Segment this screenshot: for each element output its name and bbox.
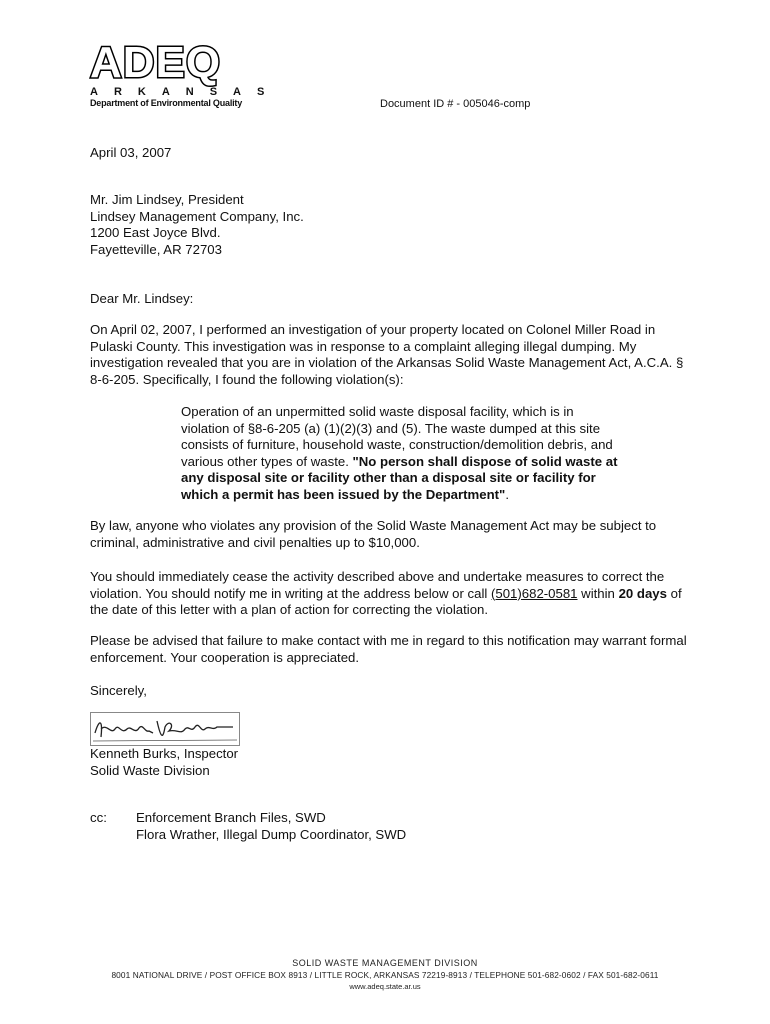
signature	[90, 712, 240, 746]
violation-end: .	[505, 486, 509, 502]
letter-date: April 03, 2007	[90, 145, 172, 160]
logo-department: Department of Environmental Quality	[90, 98, 243, 108]
signer-block	[90, 746, 238, 779]
cc-label: cc:	[90, 810, 107, 825]
recipient-line: Fayetteville, AR 72703	[90, 241, 222, 257]
adeq-logo	[90, 38, 281, 109]
enforcement-paragraph: Please be advised that failure to make contact with me in regard to this notification may warrant formal enforcement. Your cooperation is appreciated.	[90, 633, 687, 665]
penalty-paragraph: By law, anyone who violates any provision of the Solid Waste Management Act may be subject to criminal, administrative and civil penalties up to $10,000.	[90, 518, 657, 550]
footer-division: SOLID WASTE MANAGEMENT DIVISION	[292, 958, 478, 968]
footer-address: 8001 NATIONAL DRIVE / POST OFFICE BOX 8913 / LITTLE ROCK, ARKANSAS 72219-8913 / TELEPHONE 501-682-0602 / FAX 501-682-0611	[111, 970, 659, 980]
cc-list	[136, 810, 406, 843]
action-text-middle: within	[577, 585, 619, 601]
action-text: You should immediately cease the activity described above and undertake measures to correct the violation. You should notify me in writing at the address below or call	[90, 569, 665, 601]
cc-item: Flora Wrather, Illegal Dump Coordinator, SWD	[136, 826, 407, 842]
signer-name: Kenneth Burks, Inspector	[90, 746, 239, 761]
signature-scribble	[91, 713, 239, 745]
statute-quote: "No person shall dispose of solid waste at any disposal site or facility other than a disposal site or facility for which a permit has been issued by the Department"	[181, 453, 618, 502]
signer-division: Solid Waste Division	[90, 762, 210, 778]
action-paragraph	[90, 569, 690, 619]
action-text-end: of the date of this letter with a plan of action for correcting the violation.	[90, 585, 682, 617]
logo-wordmark: ADEQ	[90, 38, 222, 87]
cc-item: Enforcement Branch Files, SWD	[136, 810, 326, 825]
recipient-line: Lindsey Management Company, Inc.	[90, 208, 304, 224]
recipient-line: Mr. Jim Lindsey, President	[90, 192, 244, 207]
phone-number: (501)682-0581	[490, 585, 578, 601]
closing: Sincerely,	[90, 683, 147, 698]
logo-state: ARKANSAS	[90, 86, 281, 98]
body-paragraph: On April 02, 2007, I performed an investigation of your property located on Colonel Miller Road in Pulaski County. This investigation was in response to a complaint alleging illegal dumping. My investigation revealed that you are in violation of the Arkansas Solid Waste Management Act, A.C.A. § 8-6-205. Specifically, I found the following violation(s):	[90, 322, 684, 387]
document-id: Document ID # - 005046-comp	[380, 98, 531, 110]
footer-website: www.adeq.state.ar.us	[349, 982, 421, 991]
violation-description	[181, 404, 621, 503]
salutation: Dear Mr. Lindsey:	[90, 291, 194, 306]
recipient-line: 1200 East Joyce Blvd.	[90, 225, 221, 240]
recipient-address	[90, 192, 304, 258]
violation-text: Operation of an unpermitted solid waste disposal facility, which is in violation of §8-6-205 (a) (1)(2)(3) and (5). The waste dumped at this site consists of furniture, household waste, construction/demolition debris, and various other types of waste.	[181, 404, 613, 469]
deadline: 20 days	[618, 585, 667, 601]
